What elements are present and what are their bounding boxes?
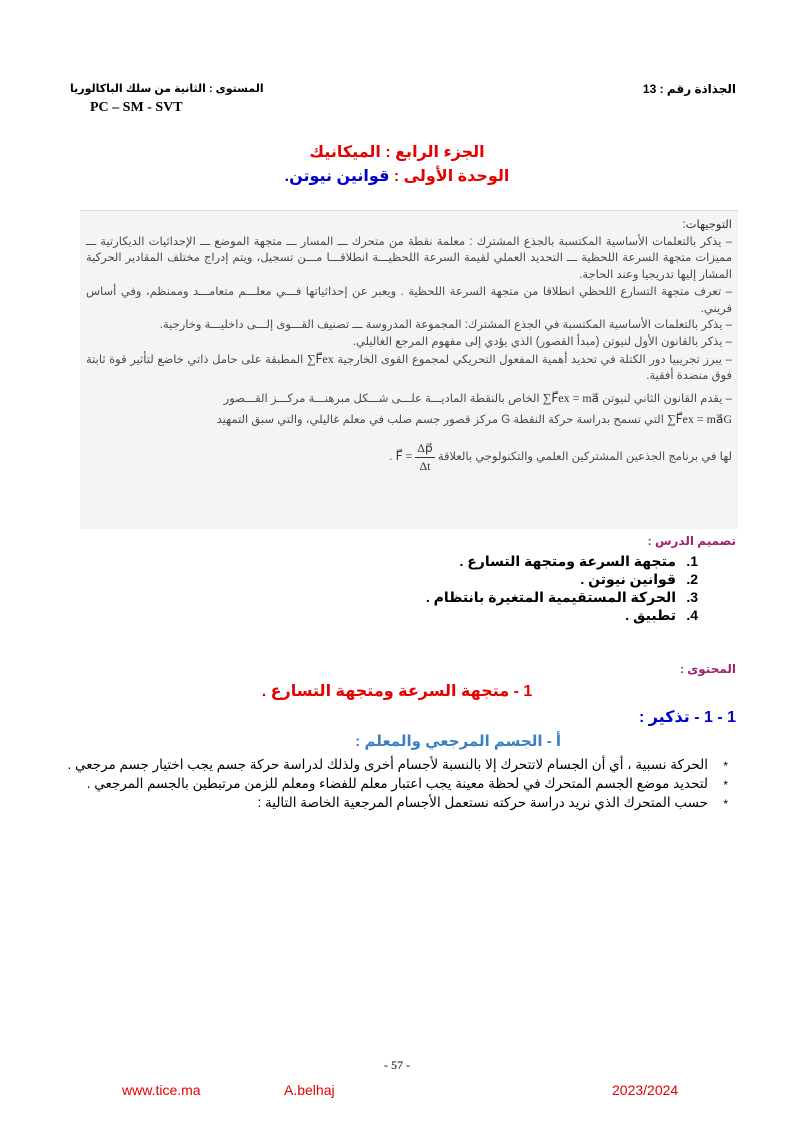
momentum-fraction: $\frac{\Delta p⃗}{\Delta t}$ (417, 441, 433, 474)
momentum-formula: F⃗ = $\frac{\Delta p⃗}{\Delta t}$ (395, 441, 433, 474)
section-1-1-title: 1 - 1 - تذكير : (638, 709, 736, 726)
guideline-3: – يذكر بالتعلمات الأساسية المكتسبة في الجذع المشترك: المجموعة المدروسة ـــ تصنيف القـــوى إلـــى داخليـــة وخارجية. (159, 319, 732, 332)
subsection-a-title: أ - الجسم المرجعي والمعلم : (355, 733, 561, 750)
guideline-1: – يذكر بالتعلمات الأساسية المكتسبة بالجذع المشترك : معلمة نقطة من متحرك ـــ المسار ـــ متجهة الموضع ـــ الإحداثيات الديكارتية ـــ مميزات متجهة السرعة اللحظية ـــ التحديد العملي لقيمة السرعة اللحظيـــة انطلاقـــا مـــن تسجيل، ويتم إدراج مختلف المقادير الحركية المشار إليها تدريجيا وعند الحاجة. (86, 235, 732, 282)
unit-prefix: الوحدة الأولى : (389, 168, 510, 185)
newton-second-law-formula: ∑F⃗ex = ma⃗ (542, 391, 600, 406)
footer-website: www.tice.ma (122, 1082, 201, 1098)
plan-item: 4.تطبيق . (625, 607, 698, 623)
list-item: * حسب المتحرك الذي نريد دراسة حركته نستعمل الأجسام المرجعية الخاصة التالية : (257, 795, 728, 811)
center-of-mass-formula: ∑F⃗ex = ma⃗G (667, 411, 732, 426)
guideline-4: – يذكر بالقانون الأول لنيوتن (مبدأ القصور) الذي يؤدي إلى مفهوم المرجع الغاليلي. (352, 335, 732, 348)
footer-author: A.belhaj (284, 1082, 335, 1098)
unit-title (0, 166, 794, 186)
guideline-2: – تعرف متجهة التسارع اللحظي انطلاقا من متجهة السرعة اللحظية . ويعبر عن إحداثياتها فـــي معلـــم متعامـــد وممنظم، وفي أساس فريني. (86, 285, 732, 315)
content-label: المحتوى : (679, 662, 736, 676)
page-number: - 57 - (384, 1058, 410, 1072)
sum-external-forces-formula: ∑F⃗ex (306, 351, 334, 366)
lesson-design-label: تصميم الدرس : (647, 534, 736, 548)
plan-item: 1.متجهة السرعة ومتجهة التسارع . (459, 553, 698, 569)
guideline-6: – يقدم القانون الثاني لنيوتن ∑F⃗ex = ma⃗ الخاص بالنقطة الماديـــة علـــى شـــكل مبرهنـــة مركـــز القـــصور (223, 391, 732, 406)
part-title: الجزء الرابع : الميكانيك (309, 144, 485, 161)
footer-year: 2023/2024 (612, 1082, 679, 1098)
plan-item: 3.الحركة المستقيمية المتغيرة بانتظام . (425, 589, 698, 605)
unit-name: قوانين نيوتن. (284, 168, 390, 185)
bullet-star: * (723, 797, 728, 811)
guideline-5: – يبرز تجريبيا دور الكتلة في تحديد أهمية المفعول التحريكي لمجموع القوى الخارجية ∑F⃗ex المطبقة على حامل ذاتي خاضع لتأثير قوة ثابتة فوق منضدة أفقية. (86, 351, 732, 383)
list-item: * الحركة نسبية ، أي أن الجسام لاتتحرك إلا بالنسبة لأجسام أخرى ولذلك لدراسة حركة جسم يجب اختيار جسم مرجعي . (67, 757, 728, 773)
level-label: المستوى : الثانية من سلك الباكالوريا (70, 83, 264, 95)
lesson-plan-list (426, 552, 698, 624)
streams-label: PC – SM - SVT (90, 100, 183, 115)
bullet-star: * (723, 759, 728, 773)
list-item: * لتحديد موضع الجسم المتحرك في لحظة معينة يجب اعتبار معلم للفضاء ومعلم للزمن مرتبطين بالجسم المرجعي . (86, 776, 728, 792)
guidelines-box (80, 210, 738, 529)
bullet-list (56, 756, 736, 813)
guideline-6b: ∑F⃗ex = ma⃗G التي تسمح بدراسة حركة النقطة G مركز قصور جسم صلب في معلم غاليلي، والتي سبق التمهيد (216, 411, 732, 426)
guidelines-heading: التوجيهات: (682, 219, 732, 231)
guideline-7: لها في برنامج الجذعين المشتركين العلمي والتكنولوجي بالعلاقة F⃗ = $\frac{\Delta p⃗}{\Delta t}$ . (389, 441, 732, 474)
guidelines-text (86, 217, 732, 475)
sheet-number: الجذاذة رقم : 13 (642, 82, 736, 96)
section-1-title: 1 - متجهة السرعة ومتجهة التسارع . (261, 683, 533, 700)
bullet-star: * (723, 778, 728, 792)
plan-item: 2.قوانين نيوتن . (580, 571, 698, 587)
